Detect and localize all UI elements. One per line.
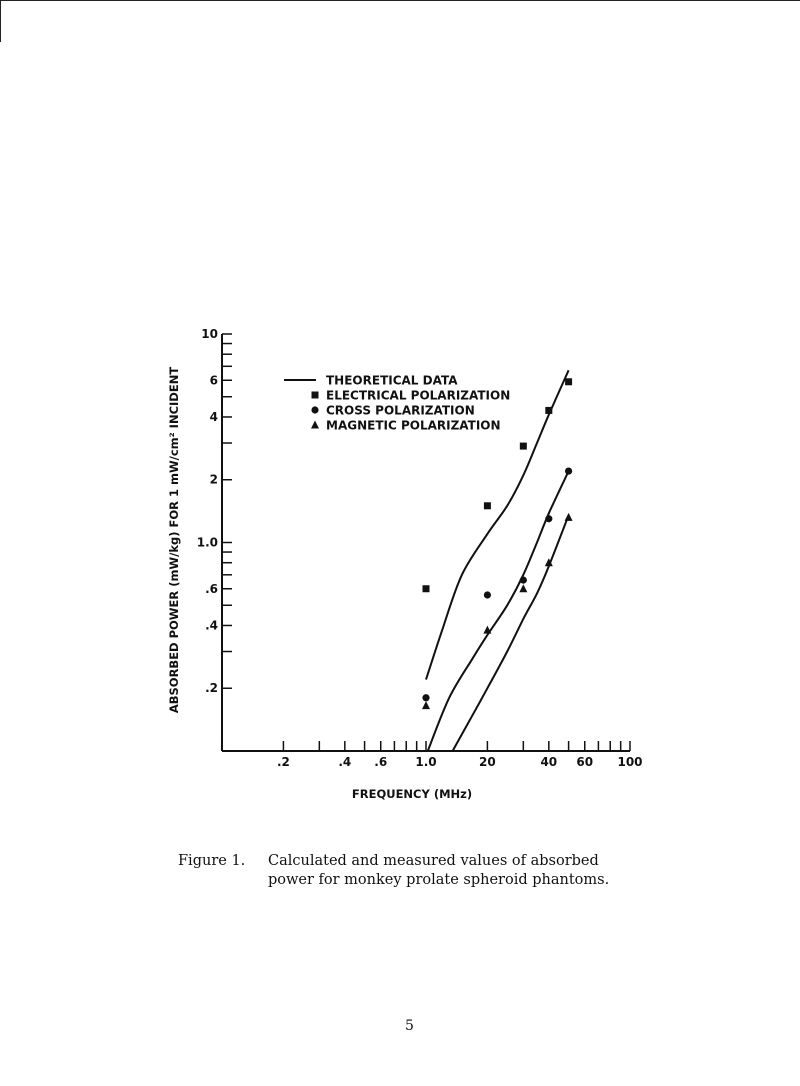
legend-label: ELECTRICAL POLARIZATION [326,388,511,403]
data-point-triangle [565,513,573,521]
data-point-circle [565,468,572,475]
y-tick-label: .2 [205,681,218,696]
legend-marker-circle [311,406,318,413]
data-point-square [520,443,527,450]
page-top-edge [0,0,800,1]
legend [284,374,510,433]
data-point-circle [484,591,491,598]
x-tick-label: .4 [338,755,352,769]
legend-label: MAGNETIC POLARIZATION [326,418,501,433]
x-tick-label: 1.0 [415,755,437,769]
x-axis-title: FREQUENCY (MHz) [351,787,473,801]
figure-label: Figure 1. [178,853,246,869]
data-point-square [423,585,430,592]
y-tick-label: 10 [201,327,218,341]
y-tick-label: 4 [209,409,218,424]
legend-marker-square [312,392,319,399]
legend-label: CROSS POLARIZATION [326,403,475,418]
data-point-square [484,502,491,509]
x-tick-label: 20 [479,755,496,769]
y-axis-title: ABSORBED POWER (mW/kg) FOR 1 mW/cm² INCIDENT [167,366,181,714]
data-point-triangle [519,584,527,592]
page-left-edge [0,0,1,42]
x-tick-label: 100 [617,755,643,769]
data-point-circle [422,694,429,701]
x-tick-label: .2 [276,755,290,769]
y-tick-label: .6 [205,581,218,596]
data-point-square [565,378,572,385]
y-tick-label: 2 [209,472,218,487]
y-tick-label: 1.0 [196,535,218,550]
data-point-square [545,407,552,414]
page-number: 5 [405,1018,414,1034]
legend-marker-triangle [311,421,319,429]
data-point-circle [545,515,552,522]
y-tick-label: .4 [205,618,218,633]
x-tick-label: 40 [540,755,558,769]
data-point-circle [520,577,527,584]
legend-label: THEORETICAL DATA [326,373,458,388]
x-tick-label: .6 [374,755,388,769]
x-tick-label: 60 [576,755,594,769]
figure-caption-text: Calculated and measured values of absorbed power for monkey prolate spheroid phantoms. [268,853,610,888]
theoretical-curve [453,515,569,751]
y-tick-label: 6 [209,373,218,388]
data-point-triangle [422,701,430,709]
